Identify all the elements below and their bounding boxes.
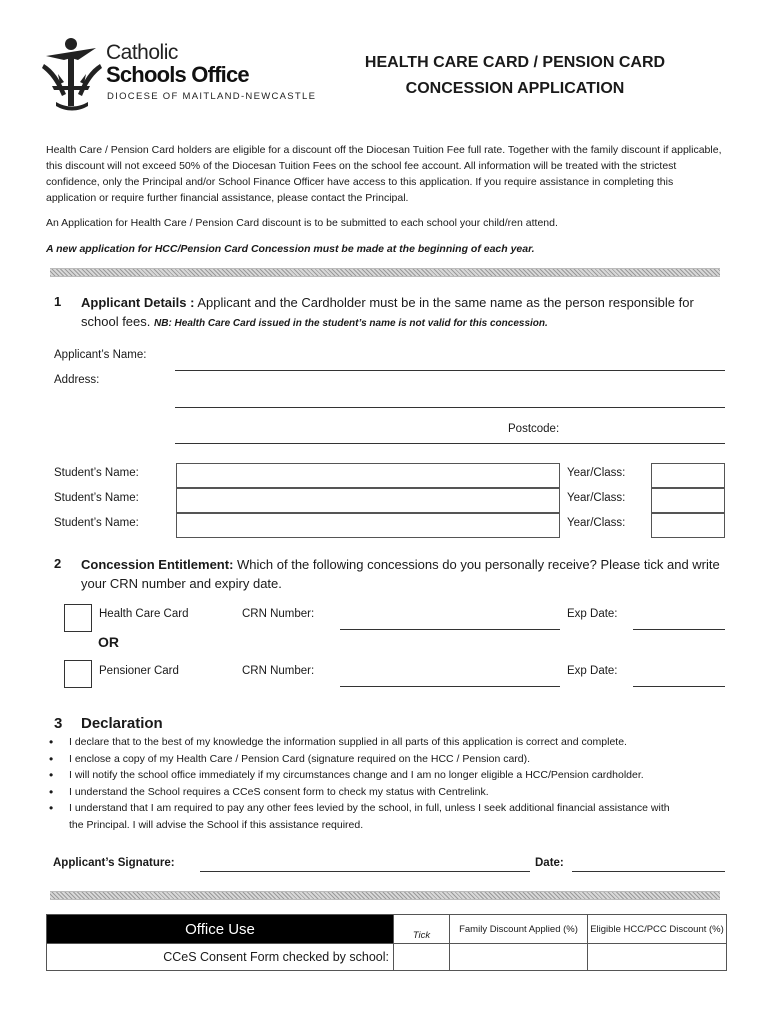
year-class-input[interactable] — [651, 513, 725, 538]
address-label: Address: — [54, 374, 100, 386]
applicant-name-field[interactable] — [175, 370, 725, 371]
address-field-line-2[interactable] — [175, 443, 725, 444]
section-2-heading: Concession Entitlement: — [81, 557, 234, 572]
declaration-list — [47, 734, 727, 833]
health-care-card-checkbox[interactable] — [64, 604, 92, 632]
declaration-item: • I will notify the school office immediately if my circumstances change and I am no longer eligible a HCC/Pension cardholder. — [47, 767, 727, 784]
health-care-exp-label: Exp Date: — [567, 608, 618, 620]
logo-line-1: Catholic — [106, 41, 178, 64]
section-1-heading-block — [81, 293, 721, 333]
section-1-number: 1 — [54, 294, 62, 309]
pensioner-crn-label: CRN Number: — [242, 665, 315, 677]
page-title — [320, 50, 710, 102]
intro-paragraph-2: An Application for Health Care / Pension Card discount is to be submitted to each school your child/ren attend. — [46, 217, 558, 229]
intro-paragraph-1: Health Care / Pension Card holders are eligible for a discount off the Diocesan Tuition Fee full rate. Together with the family discount if applicable, this discount will not exceed 50% of the Diocesan Tuition Fees on the school fee account. All information will be treated with the strictest confidence, only the Principal and/or School Finance Officer have access to this application. If you require assistance in completing this application or require further financial assistance, please contact the Principal. — [46, 144, 722, 204]
section-1-heading: Applicant Details : — [81, 295, 195, 310]
eligible-discount-header: Eligible HCC/PCC Discount (%) — [588, 915, 727, 944]
declaration-item: • I understand the School requires a CCeS consent form to check my status with Centrelink. — [47, 784, 727, 801]
pensioner-exp-label: Exp Date: — [567, 665, 618, 677]
health-care-crn-field[interactable] — [340, 629, 560, 630]
signature-label: Applicant’s Signature: — [53, 857, 175, 869]
student-name-label: Student’s Name: — [54, 467, 139, 479]
section-2-text: Which of the following concessions do you personally receive? Please tick and write your CRN number and expiry date. — [81, 557, 720, 591]
office-use-table — [46, 914, 727, 971]
intro-paragraph-3: A new application for HCC/Pension Card Concession must be made at the beginning of each year. — [46, 243, 535, 255]
cces-consent-label: CCeS Consent Form checked by school: — [47, 944, 394, 971]
year-class-label: Year/Class: — [567, 517, 626, 529]
family-discount-cell[interactable] — [450, 944, 588, 971]
health-care-crn-label: CRN Number: — [242, 608, 315, 620]
section-3-heading: Declaration — [81, 715, 163, 732]
declaration-item: • I understand that I am required to pay any other fees levied by the school, in full, unless I seek additional financial assistance with the Principal. I will advise the School if this assistance required. — [47, 800, 727, 833]
page-title-line-1: HEALTH CARE CARD / PENSION CARD — [364, 54, 666, 71]
declaration-item: • I enclose a copy of my Health Care / Pension Card (signature required on the HCC / Pension card). — [47, 751, 727, 768]
student-name-input[interactable] — [176, 513, 560, 538]
section-2-number: 2 — [54, 556, 62, 571]
section-1-note: NB: Health Care Card issued in the student’s name is not valid for this concession. — [154, 318, 548, 329]
year-class-input[interactable] — [651, 463, 725, 488]
signature-field[interactable] — [200, 871, 530, 872]
eligible-discount-cell[interactable] — [588, 944, 727, 971]
family-discount-header: Family Discount Applied (%) — [450, 915, 588, 944]
year-class-input[interactable] — [651, 488, 725, 513]
logo-emblem-icon — [38, 36, 106, 116]
logo-line-3: DIOCESE OF MAITLAND-NEWCASTLE — [107, 91, 317, 102]
logo-line-2: Schools Office — [106, 62, 249, 87]
section-2-heading-block — [81, 555, 721, 593]
pensioner-card-checkbox[interactable] — [64, 660, 92, 688]
address-field-line-1[interactable] — [175, 407, 725, 408]
section-3-number: 3 — [54, 715, 63, 732]
pensioner-crn-field[interactable] — [340, 686, 560, 687]
student-name-label: Student’s Name: — [54, 517, 139, 529]
tick-column-header: Tick — [394, 915, 450, 944]
page-title-line-2: CONCESSION APPLICATION — [405, 80, 625, 97]
student-name-input[interactable] — [176, 463, 560, 488]
date-label: Date: — [535, 857, 564, 869]
divider-stripe — [50, 891, 720, 900]
year-class-label: Year/Class: — [567, 492, 626, 504]
section-1-text: Applicant and the Cardholder must be in the same name as the person responsible for school fees. — [81, 295, 694, 329]
student-name-label: Student’s Name: — [54, 492, 139, 504]
health-care-exp-field[interactable] — [633, 629, 725, 630]
applicant-name-label: Applicant’s Name: — [54, 349, 147, 361]
logo — [38, 36, 338, 116]
divider-stripe — [50, 268, 720, 277]
or-label: OR — [98, 634, 119, 650]
pensioner-card-label: Pensioner Card — [99, 665, 179, 677]
year-class-label: Year/Class: — [567, 467, 626, 479]
postcode-label: Postcode: — [508, 423, 560, 435]
cces-tick-cell[interactable] — [394, 944, 450, 971]
pensioner-exp-field[interactable] — [633, 686, 725, 687]
office-use-header: Office Use — [47, 915, 394, 944]
health-care-card-label: Health Care Card — [99, 608, 189, 620]
declaration-item: • I declare that to the best of my knowledge the information supplied in all parts of this application is correct and complete. — [47, 734, 727, 751]
date-field[interactable] — [572, 871, 725, 872]
student-name-input[interactable] — [176, 488, 560, 513]
